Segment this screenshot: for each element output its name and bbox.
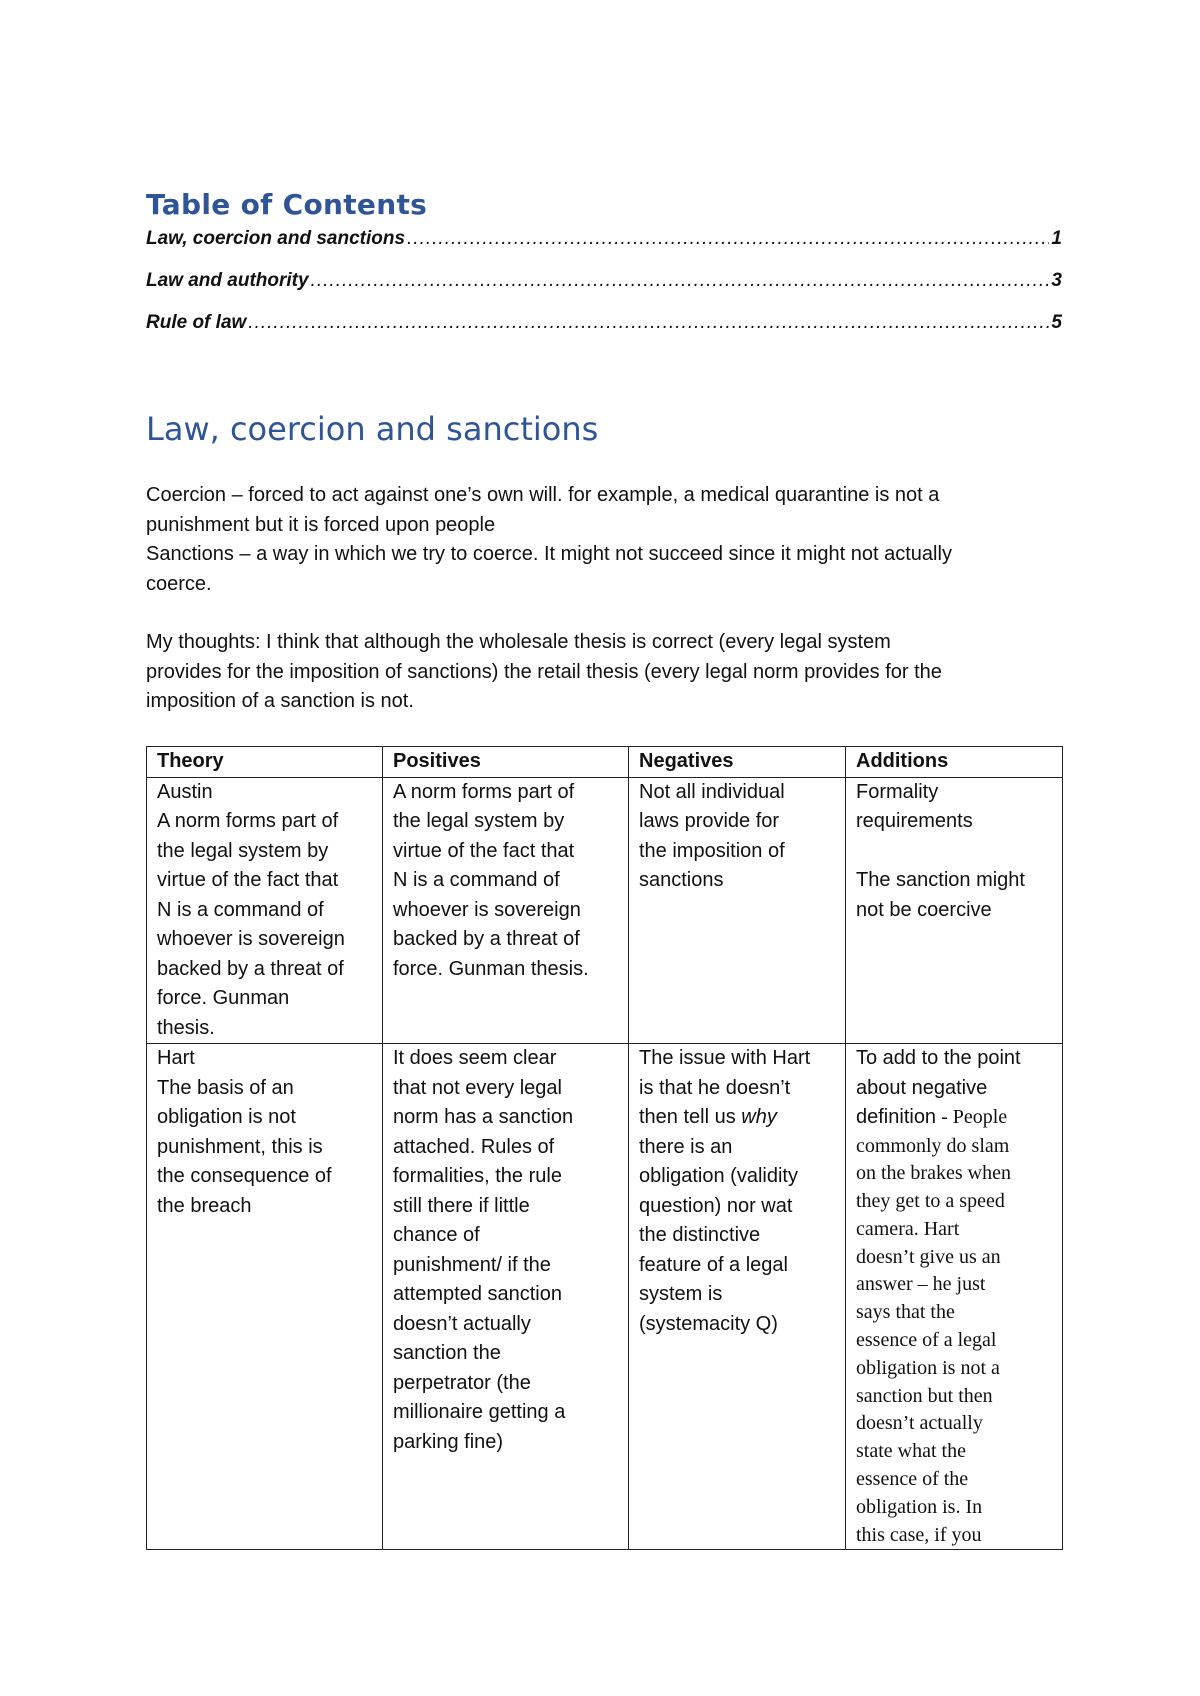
cell-line: obligation is not xyxy=(157,1106,296,1128)
cell-line: Hart xyxy=(157,1047,195,1069)
cell-line: sanctions xyxy=(639,869,724,891)
header-negatives: Negatives xyxy=(629,747,846,778)
cell-line: chance of xyxy=(393,1224,480,1246)
cell-line: that not every legal xyxy=(393,1076,562,1099)
toc-entry-page: 3 xyxy=(1051,270,1062,291)
cell-line: thesis. xyxy=(157,1016,215,1039)
cell-positives xyxy=(383,777,629,1044)
toc-entry-label: Rule of law xyxy=(146,312,247,333)
cell-text-serif: - People xyxy=(936,1106,1008,1128)
cell-line: the legal system by xyxy=(393,810,565,832)
cell-line: virtue of the fact that xyxy=(393,839,575,862)
cell-line: millionaire getting a xyxy=(393,1401,566,1423)
cell-line: the consequence of xyxy=(157,1165,332,1187)
table-row-austin xyxy=(147,777,1063,1044)
cell-line: obligation (validity xyxy=(639,1165,798,1187)
cell-line: formalities, the rule xyxy=(393,1165,562,1187)
thoughts-line-2: provides for the imposition of sanctions) the retail thesis (every legal norm provides for the xyxy=(146,660,942,683)
cell-line: the breach xyxy=(157,1194,252,1217)
cell-positives xyxy=(383,1044,629,1550)
toc-leader-dots xyxy=(311,270,1050,292)
toc-leader-dots xyxy=(407,228,1049,250)
cell-line: The basis of an xyxy=(157,1076,294,1099)
cell-line: there is an xyxy=(639,1135,733,1158)
cell-line: whoever is sovereign xyxy=(393,898,581,921)
thoughts-paragraph xyxy=(146,628,1062,717)
cell-negatives xyxy=(629,1044,846,1550)
toc-entry-page: 1 xyxy=(1051,228,1062,249)
cell-text: definition xyxy=(856,1106,937,1128)
cell-line: To add to the point xyxy=(856,1047,1021,1069)
cell-line: system is xyxy=(639,1283,723,1305)
cell-line: A norm forms part of xyxy=(157,810,339,832)
cell-line xyxy=(856,1103,1052,1133)
header-additions: Additions xyxy=(846,747,1063,778)
cell-line: still there if little xyxy=(393,1194,530,1217)
toc-title: Table of Contents xyxy=(146,188,428,221)
cell-line: camera. Hart xyxy=(856,1217,960,1240)
table-header-row xyxy=(147,747,1063,778)
cell-line: essence of a legal xyxy=(856,1329,997,1352)
cell-line: question) nor wat xyxy=(639,1194,793,1217)
cell-line: virtue of the fact that xyxy=(157,869,339,891)
cell-line: force. Gunman thesis. xyxy=(393,957,589,980)
cell-line: the imposition of xyxy=(639,839,785,862)
cell-line: Austin xyxy=(157,780,213,803)
cell-line: N is a command of xyxy=(157,898,324,921)
cell-line: whoever is sovereign xyxy=(157,928,345,950)
definitions-paragraph xyxy=(146,481,1062,599)
header-positives: Positives xyxy=(383,747,629,778)
cell-line: parking fine) xyxy=(393,1430,504,1453)
cell-line: doesn’t give us an xyxy=(856,1245,1001,1268)
coercion-line-1: Coercion – forced to act against one’s own will. for example, a medical quarantine is not a xyxy=(146,484,940,506)
cell-additions xyxy=(846,777,1063,1044)
cell-line: on the brakes when xyxy=(856,1162,1011,1185)
coercion-line-2: punishment but it is forced upon people xyxy=(146,513,496,536)
cell-line: attempted sanction xyxy=(393,1283,562,1305)
thoughts-line-3: imposition of a sanction is not. xyxy=(146,690,414,712)
cell-line: punishment/ if the xyxy=(393,1253,551,1276)
cell-line: essence of the xyxy=(856,1468,969,1491)
sanctions-line-1: Sanctions – a way in which we try to coerce. It might not succeed since it might not actually xyxy=(146,543,952,565)
toc-entry-law-authority[interactable] xyxy=(146,270,1062,298)
cell-line: A norm forms part of xyxy=(393,780,575,803)
cell-line: answer – he just xyxy=(856,1273,986,1296)
toc-leader-dots xyxy=(248,312,1049,334)
toc-entry-page: 5 xyxy=(1051,312,1062,333)
cell-line: The issue with Hart xyxy=(639,1047,811,1069)
cell-theory xyxy=(147,1044,383,1550)
toc-entry-label: Law and authority xyxy=(146,270,309,291)
cell-line: laws provide for xyxy=(639,810,780,832)
sanctions-line-2: coerce. xyxy=(146,572,212,595)
cell-text: then tell us xyxy=(639,1106,742,1128)
cell-line: the legal system by xyxy=(157,839,329,862)
cell-line: sanction but then xyxy=(856,1384,993,1407)
cell-line: says that the xyxy=(856,1301,955,1324)
cell-line: The sanction might xyxy=(856,869,1025,891)
emphasis-why: why xyxy=(741,1106,777,1128)
cell-theory xyxy=(147,777,383,1044)
cell-line: the distinctive xyxy=(639,1224,761,1246)
section-heading: Law, coercion and sanctions xyxy=(146,410,599,448)
cell-line: is that he doesn’t xyxy=(639,1076,791,1099)
table-row-hart xyxy=(147,1044,1063,1550)
toc-entry-label: Law, coercion and sanctions xyxy=(146,228,406,249)
theory-table xyxy=(146,746,1063,1550)
cell-line: norm has a sanction xyxy=(393,1106,574,1128)
cell-line: feature of a legal xyxy=(639,1253,788,1276)
cell-blank-line xyxy=(856,837,1052,867)
cell-line xyxy=(639,1103,835,1133)
cell-line: doesn’t actually xyxy=(856,1412,983,1435)
cell-line: It does seem clear xyxy=(393,1047,557,1069)
cell-line: doesn’t actually xyxy=(393,1312,531,1335)
cell-line: punishment, this is xyxy=(157,1135,323,1158)
header-theory: Theory xyxy=(147,747,383,778)
cell-line: they get to a speed xyxy=(856,1190,1005,1213)
cell-line: N is a command of xyxy=(393,869,560,891)
cell-line: obligation is. In xyxy=(856,1495,983,1518)
cell-line: force. Gunman xyxy=(157,987,290,1009)
cell-line: sanction the xyxy=(393,1342,501,1364)
cell-line: attached. Rules of xyxy=(393,1135,555,1158)
cell-line: requirements xyxy=(856,810,973,832)
cell-additions xyxy=(846,1044,1063,1550)
cell-line: about negative xyxy=(856,1076,988,1099)
thoughts-line-1: My thoughts: I think that although the wholesale thesis is correct (every legal system xyxy=(146,631,891,653)
cell-line: perpetrator (the xyxy=(393,1371,531,1394)
cell-line: backed by a threat of xyxy=(393,928,580,950)
cell-negatives xyxy=(629,777,846,1044)
cell-line: (systemacity Q) xyxy=(639,1312,778,1335)
cell-line: state what the xyxy=(856,1440,966,1463)
toc-entry-law-coercion[interactable] xyxy=(146,228,1062,256)
toc-entry-rule-of-law[interactable] xyxy=(146,312,1062,340)
cell-line: backed by a threat of xyxy=(157,957,344,980)
cell-line: commonly do slam xyxy=(856,1134,1010,1157)
cell-line: this case, if you xyxy=(856,1523,982,1546)
cell-line: not be coercive xyxy=(856,898,992,921)
cell-line: Formality xyxy=(856,780,939,803)
cell-line: obligation is not a xyxy=(856,1356,1000,1379)
cell-line: Not all individual xyxy=(639,780,785,803)
